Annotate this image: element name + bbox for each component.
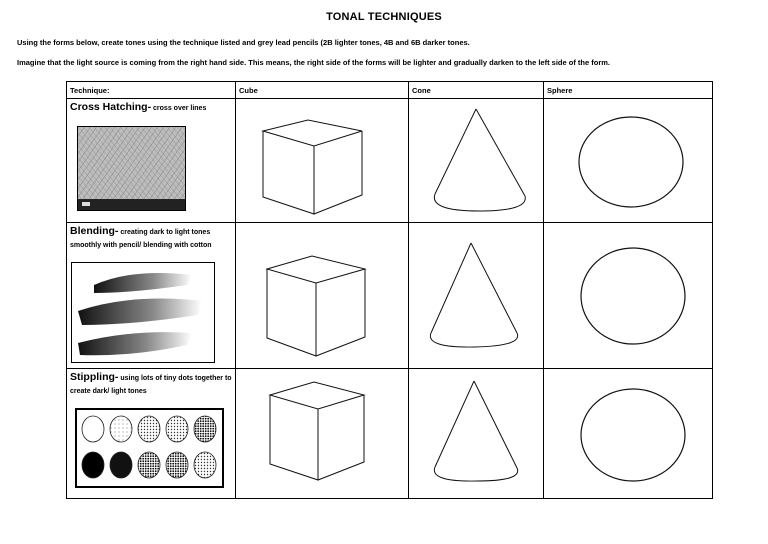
table-row xyxy=(67,223,713,369)
cube-drawing xyxy=(236,369,409,499)
instruction-line-2: Imagine that the light source is coming from the right hand side. This means, the right side of the forms will be lighter and gradually darken to the left side of the form. xyxy=(17,58,610,67)
header-row xyxy=(67,82,713,99)
cone-cell xyxy=(409,99,544,223)
technique-cell xyxy=(67,369,236,499)
sphere-drawing xyxy=(544,369,713,499)
cube-cell xyxy=(236,223,409,369)
sphere-drawing xyxy=(544,223,713,369)
technique-cell xyxy=(67,223,236,369)
stippling-sample-image xyxy=(75,408,224,488)
sphere-cell xyxy=(544,99,713,223)
table-row xyxy=(67,369,713,499)
cone-drawing xyxy=(409,223,544,369)
technique-description: creating dark to light tones smoothly with pencil/ blending with cotton xyxy=(70,229,212,249)
technique-name: Stippling- xyxy=(70,371,119,383)
techniques-table xyxy=(66,81,713,499)
technique-name: Blending- xyxy=(70,225,119,237)
cube-drawing xyxy=(236,99,409,223)
page-title: TONAL TECHNIQUES xyxy=(326,11,442,23)
cube-cell xyxy=(236,99,409,223)
sphere-cell xyxy=(544,369,713,499)
header-technique: Technique: xyxy=(67,82,236,99)
cone-cell xyxy=(409,369,544,499)
header-sphere: Sphere xyxy=(544,82,713,99)
header-cone: Cone xyxy=(409,82,544,99)
technique-description: using lots of tiny dots together to create dark/ light tones xyxy=(70,375,232,395)
header-cube: Cube xyxy=(236,82,409,99)
cone-cell xyxy=(409,223,544,369)
sphere-drawing xyxy=(544,99,713,223)
blending-sample-image xyxy=(71,262,215,363)
cone-drawing xyxy=(409,369,544,499)
sphere-cell xyxy=(544,223,713,369)
cube-drawing xyxy=(236,223,409,369)
cross-hatching-sample-image xyxy=(77,126,186,211)
technique-cell xyxy=(67,99,236,223)
cone-drawing xyxy=(409,99,544,223)
table-row xyxy=(67,99,713,223)
instruction-line-1: Using the forms below, create tones using the technique listed and grey lead pencils (2B lighter tones, 4B and 6B darker tones. xyxy=(17,38,470,47)
cube-cell xyxy=(236,369,409,499)
technique-name: Cross Hatching- xyxy=(70,101,152,113)
technique-description: cross over lines xyxy=(151,105,207,112)
